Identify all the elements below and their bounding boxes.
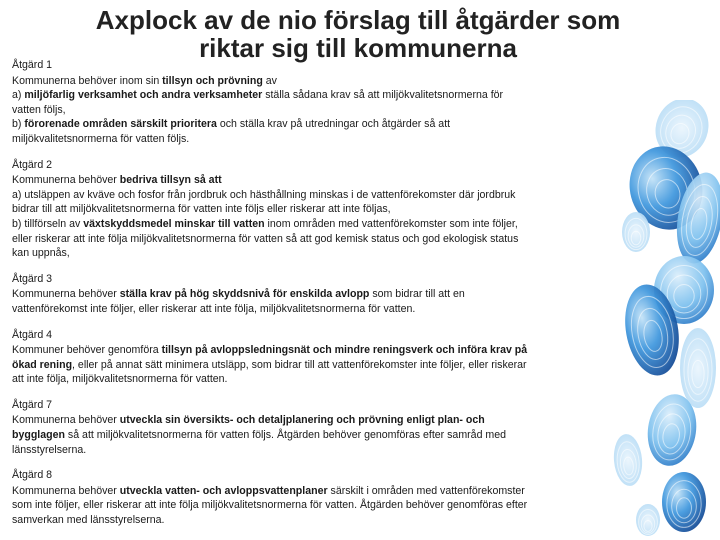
emphasized-text: bedriva tillsyn så att [119, 174, 222, 187]
emphasized-text: bygglagen [12, 429, 65, 442]
measure-text-line [12, 74, 604, 89]
body-text: Kommunerna behöver [12, 174, 120, 187]
body-text: bidrar till att miljökvalitetsnormerna för vatten inte följs eller riskerar att inte följas, [12, 203, 391, 216]
emphasized-text: utveckla sin översikts- och detaljplanering och prövning enligt plan- och [119, 414, 485, 427]
measure-text-line [12, 343, 604, 358]
body-text: b) tillförseln av [12, 217, 84, 230]
body-text: a) utsläppen av kväve och fosfor från jordbruk och hästhållning minskas i de vattenförekomster där jordbruk [12, 188, 516, 201]
measure-text-line [12, 132, 604, 147]
body-text: ställa sådana krav så att miljökvalitetsnormerna för [262, 89, 504, 102]
body-text: Kommuner behöver genomföra [12, 344, 162, 357]
body-text: som bidrar till att en [369, 288, 465, 301]
measure-label: Åtgärd 4 [12, 328, 53, 341]
body-text: som inte följer, eller riskerar att inte följa miljökvalitetsnormerna för vatten. Åtgärden behöver genomföras efter [12, 499, 528, 512]
measure-text-line [12, 372, 604, 387]
measure-text-line [12, 513, 604, 528]
measure-text-line [12, 232, 604, 247]
emphasized-text: utveckla vatten- och avloppsvattenplaner [119, 484, 328, 497]
emphasized-text: tillsyn och prövning [162, 74, 263, 87]
body-text: vattenförekomst inte följer, eller riskerar att inte följa, miljökvalitetsnormerna för vatten. [12, 302, 416, 315]
body-text: länsstyrelserna. [12, 443, 87, 456]
measure-label: Åtgärd 7 [12, 398, 53, 411]
emphasized-text: förorenade områden särskilt prioritera [24, 118, 217, 131]
body-text: a) [12, 89, 25, 102]
body-text: Kommunerna behöver [12, 288, 120, 301]
measure-block [12, 328, 604, 387]
measure-text-line [12, 217, 604, 232]
measure-label: Åtgärd 2 [12, 158, 53, 171]
body-text: miljökvalitetsnormerna för vatten följs. [12, 132, 190, 145]
measure-text-line [12, 358, 604, 373]
title-line-2: riktar sig till kommunerna [199, 33, 517, 63]
measure-text-line [12, 287, 604, 302]
body-text: Kommunerna behöver [12, 484, 120, 497]
measures-list [12, 58, 604, 539]
page-title [18, 6, 698, 62]
emphasized-text: ökad rening [12, 358, 73, 371]
measure-block [12, 272, 604, 317]
measure-block [12, 398, 604, 457]
measure-text-line [12, 484, 604, 499]
title-line-1: Axplock av de nio förslag till åtgärder som [95, 5, 621, 35]
measure-text-line [12, 246, 604, 261]
water-drop-shape [680, 328, 716, 408]
body-text: inom områden med vattenförekomster som inte följer, [264, 217, 518, 230]
emphasized-text: ställa krav på hög skyddsnivå för enskilda avlopp [119, 288, 370, 301]
body-text: , eller på annat sätt minimera utsläpp, som bidrar till att vattenförekomster inte följer, eller riskerar [72, 358, 527, 371]
body-text: och ställa krav på utredningar och åtgärder så att [216, 118, 451, 131]
body-text: Kommunerna behöver [12, 414, 120, 427]
measure-text-line [12, 188, 604, 203]
measure-text-line [12, 413, 604, 428]
measure-text-line [12, 443, 604, 458]
body-text: samverkan med länsstyrelserna. [12, 514, 165, 527]
measure-text-line [12, 173, 604, 188]
body-text: så att miljökvalitetsnormerna för vatten följs. Åtgärden behöver genomföras efter samråd med [64, 429, 507, 442]
measure-text-line [12, 103, 604, 118]
emphasized-text: miljöfarlig verksamhet och andra verksamheter [24, 89, 263, 102]
measure-label: Åtgärd 1 [12, 59, 53, 71]
body-text: att inte följa, miljökvalitetsnormerna för vatten. [12, 373, 228, 386]
body-text: b) [12, 118, 25, 131]
measure-block [12, 58, 604, 147]
measure-block [12, 158, 604, 261]
emphasized-text: växtskyddsmedel minskar till vatten [83, 217, 265, 230]
measure-text-line [12, 302, 604, 317]
measure-block [12, 468, 604, 527]
measure-text-line [12, 202, 604, 217]
blue-watercolor-drops-icon [588, 100, 720, 540]
measure-text-line [12, 428, 604, 443]
measure-text-line [12, 498, 604, 513]
measure-label: Åtgärd 8 [12, 469, 53, 482]
body-text: Kommunerna behöver inom sin [12, 74, 163, 87]
body-text: vatten följs, [12, 103, 66, 116]
measure-text-line [12, 88, 604, 103]
body-text: av [262, 74, 277, 87]
measure-label: Åtgärd 3 [12, 272, 53, 285]
body-text: kan uppnås, [12, 247, 70, 260]
body-text: eller riskerar att inte följa miljökvalitetsnormerna för vatten så att god kemisk status och god ekologisk status [12, 232, 519, 245]
emphasized-text: tillsyn på avloppsledningsnät och mindre reningsverk och införa krav på [161, 344, 528, 357]
body-text: särskilt i områden med vattenförekomster [327, 484, 525, 497]
measure-text-line [12, 117, 604, 132]
